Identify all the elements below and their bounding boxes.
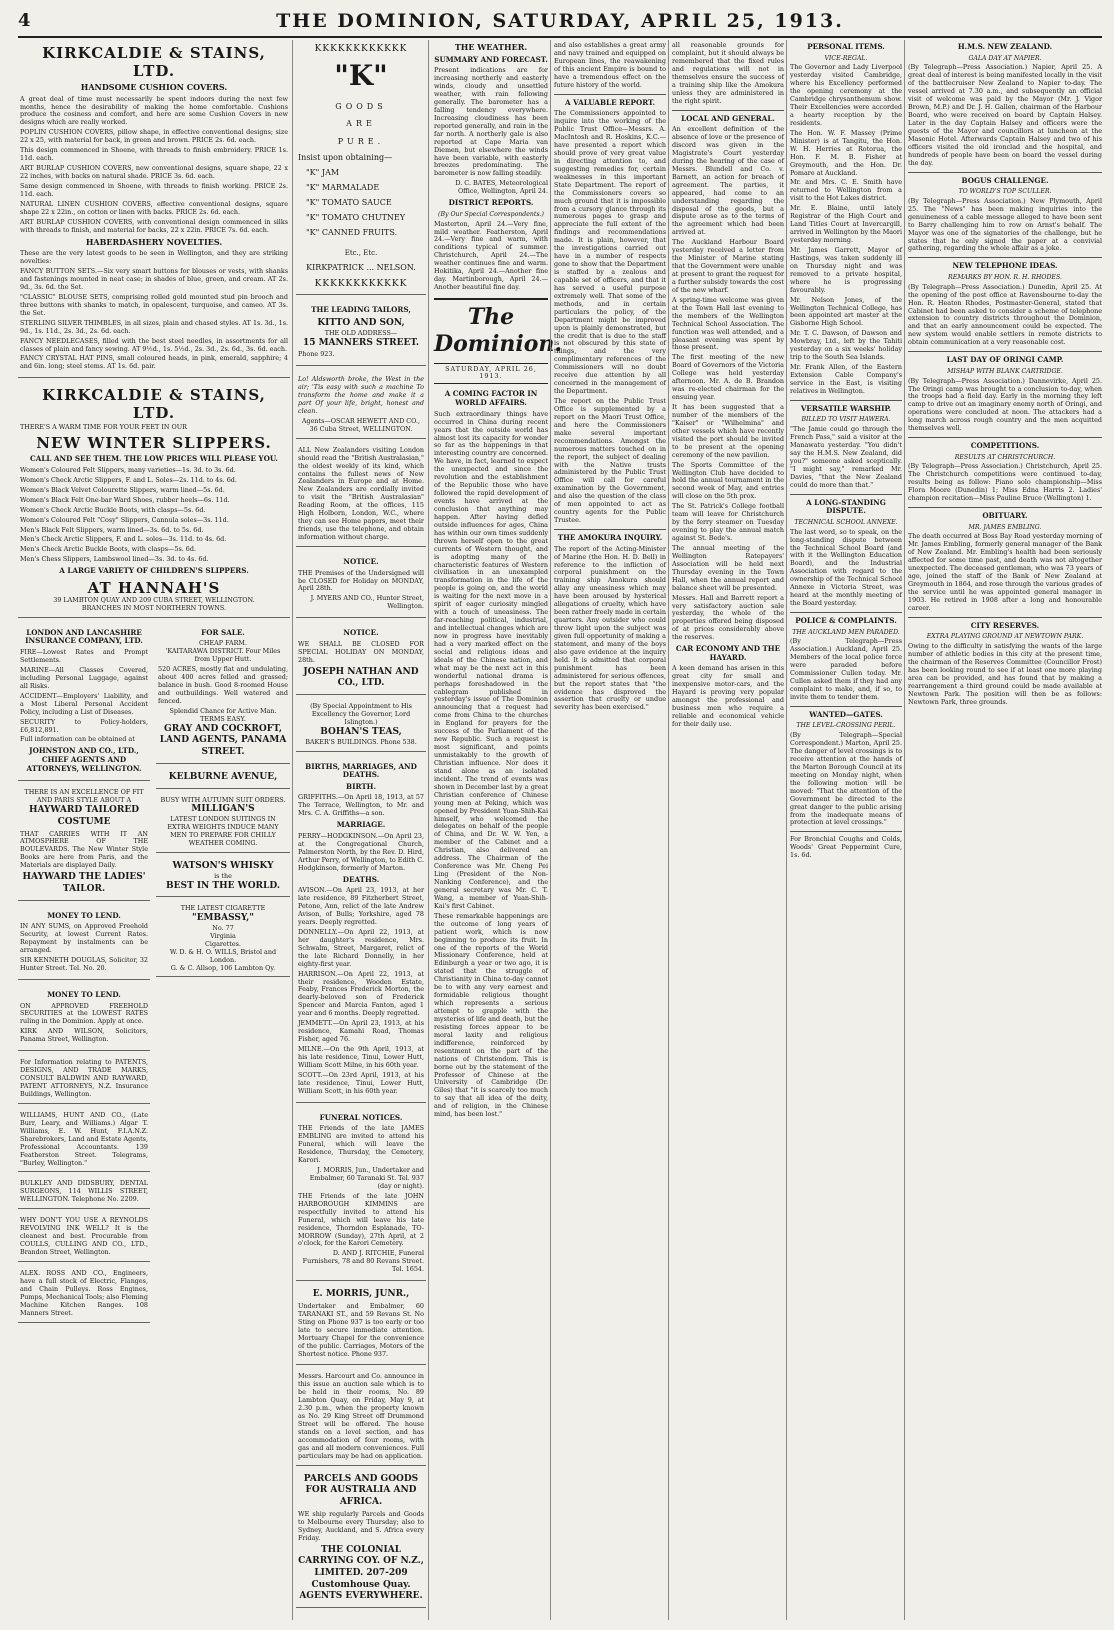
k-product-list [298, 165, 424, 241]
local-item: The Sports Committee of the Wellington Club have decided to hold the annual tournament in the second week of May, and entries will close on the 5th prox. [672, 460, 784, 501]
column-personal [790, 40, 902, 1620]
kirkcaldie-heading: KIRKCALDIE & STAINS, LTD. [42, 44, 266, 80]
slipper-item: Women's Check Arctic Slippers, F. and L. Soles—2s. 11d. to 4s. 6d. [20, 475, 237, 484]
editorial-continuation: and also establishes a great army and navy trained and equipped on European lines, the reawakening of this ancient Empire is bound to have a tremendous effect on the future history of the world. [554, 41, 666, 89]
kitto-heading: KITTO AND SON, [317, 317, 405, 328]
money-text: ON APPROVED FREEHOLD SECURITIES at the LOWEST RATES ruling in the Dominion. Apply at once. [20, 1001, 148, 1026]
death-notice: SCOTT.—On 23rd April, 1913, at his late residence, Tinui, Lower Hutt, William Scott, in his 60th year. [298, 1070, 424, 1095]
money-heading: MONEY TO LEND. [47, 910, 121, 920]
kelburne-heading: KELBURNE AVENUE, [168, 771, 278, 782]
local-item: The St. Patrick's College football team will leave for Christchurch by the ferry steamer on Tuesday evening to play the annual match against St. Bede's. [672, 502, 784, 543]
dispute-sub: TECHNICAL SCHOOL ANNEXE. [794, 518, 898, 526]
hayward-signature: HAYWARD THE LADIES' TAILOR. [22, 872, 146, 894]
divider [554, 94, 666, 95]
gates-heading: WANTED—GATES. [809, 709, 883, 719]
slipper-item: Women's Black Felt One-bar Ward Shoes, rubber heels—6s. 11d. [20, 495, 230, 504]
hms-text: (By Telegraph—Press Association.) Napier, April 25. A great deal of interest is being manifested locally in the visit of the battlecruiser New Zealand to Napier to-day. The vessel arrived at 7.30 a.m., and subsequently an official visit of welcome was paid by the Mayor (Mr. J. Vigor Brown, M.P.) and Dr. J. H. Gallen, chairman of the Harbour Board, who were received on board by Captain Halsey. Later in the day Captain Halsey and officers were the guests of the Mayor and councillors at luncheon at the Masonic Hotel. Afterwards Captain Halsey and two of his officers visited the old ironclad and the hospital, and hundreds of people have been on board the vessel during the day. [908, 63, 1102, 167]
kitto-ad [296, 299, 426, 366]
insurance-item: ACCIDENT—Employers' Liability, and a Most Liberal Personal Accident Policy, including a List of Diseases. [20, 691, 148, 716]
verse-signature: Agents—OSCAR HEWETT AND CO., 36 Cuba Street, WELLINGTON. [301, 416, 421, 433]
k-product: "K" CANNED FRUITS. [306, 228, 398, 238]
kelburne-ad [156, 768, 290, 789]
obituary-text: The death occurred at Boss Bay Road yesterday morning of Mr. James Embling, formerly general manager of the Bank of New Zealand. Mr. Embling's health had been seriously affected for some time past, and death was not altogether unexpected. The deceased gentleman, who was 73 years of age, joined the staff of the Bank of New Zealand at Greymouth in 1864, and rose through the various grades of the service until he was appointed general manager in 1903. He retired in 1908 after a long and honourable career. [908, 532, 1102, 612]
k-etc: Etc., Etc. [344, 248, 378, 257]
milligan-line: LATEST LONDON SUITINGS IN [170, 815, 276, 824]
farm-sale-ad [156, 622, 290, 764]
forecast-signature: D. C. BATES, Meteorological Office, Wellington, April 24. [455, 179, 548, 196]
morris-heading: E. MORRIS, JUNR., [312, 1289, 410, 1300]
personal-item: Mr. and Mrs. C. E. Smith have returned to Wellington from a visit to the Hot Lakes district. [790, 178, 902, 203]
funeral-section [296, 1107, 426, 1282]
divider [908, 437, 1102, 438]
local-item: The annual meeting of the Wellington Ratepayers' Association will be held next Thursday evening in the Town Hall, when the annual report and balance sheet will be presented. [672, 543, 784, 592]
district-sub: (By Our Special Correspondents.) [438, 210, 544, 218]
money-signature: KIRK AND WILSON, Solicitors, Panama Street, Wellington. [20, 1027, 148, 1044]
kirkcaldie-cushion-ad [18, 40, 290, 378]
cushion-intro: A great deal of time must necessarily be spent indoors during the next few months, hence the desirability of making the home comfortable. Cushions produce the cosiness and comfort, and here are some Cushion Covers in new designs which are really worked. [20, 94, 288, 127]
parcels-ad [296, 1470, 426, 1608]
hannah-address: 39 LAMBTON QUAY AND 209 CUBA STREET, WELLINGTON. [53, 595, 255, 604]
funeral-notice: THE Friends of the late JAMES EMBLING are invited to attend his Funeral, which will leave the Residence, Thursday, the Cemetery, Karori. [298, 1124, 424, 1165]
valuable-report-text: The Commissioners appointed to inquire into the working of the Public Trust Office—Messrs. A. MacIntosh and R. Hoskins, K.C.—have presented a report which should prove of very great value in directing attention to, and suggesting remedies for, certain weaknesses in this important State Department. The report of the Commissioners covers so much ground that it is impossible from a cursory glance through its numerous pages to grasp and appreciate the full extent of the findings and recommendations made. It is plain, however, that the investigations carried out have in a number of respects gone to show that the Department is staffed by a zealous and capable set of officers, and that it has served a useful purpose extremely well. That some of the methods, and in certain particulars the policy, of the Department might be improved upon is plainly demonstrated, but the credit that is due to the staff is not obscured by this state of things, and the very complimentary references of the Commissioners will no doubt receive due attention by all concerned in the management of the Department. [554, 109, 666, 396]
milligan-ad [156, 793, 290, 853]
embassy-alsop: G. & C. Allsop, 106 Lambton Qy. [170, 963, 276, 972]
milligan-line: EXTRA WEIGHTS INDUCE MANY [167, 823, 279, 832]
valuable-report-heading: A VALUABLE REPORT. [565, 97, 655, 107]
birth-heading: BIRTH. [346, 781, 376, 791]
notice-signature: J. MYERS AND CO., Hunter Street, Wellington. [310, 594, 424, 611]
death-notice: HARRISON.—On April 22, 1913, at their residence, Wooden Estate, Feaby, Frances Frederick Morton, the dearly-beloved son of Frederick Spencer and Marcia Fanton, aged 1 year and 6 months. Deeply regretted. [298, 969, 424, 1018]
death-notice: JEMMETT.—On April 23, 1913, at his residence, Kamahi Road, Thomas Fisher, aged 76. [298, 1019, 424, 1044]
morris-text: Undertaker and Embalmer, 60 TARANAKI ST., and 59 Revans St. No Sting on Phone 937 is too early or too late to secure immediate attention. Mortuary Chapel for the convenience of the public. Carriages, Motors of the Shortest notice. Phone 937. [298, 1301, 424, 1358]
farm-chance: Splendid Chance for Active Man. [169, 706, 277, 715]
cushion-heading: HANDSOME CUSHION COVERS. [80, 82, 228, 92]
telephone-text: (By Telegraph—Press Association.) Dunedin, April 25. At the opening of the post office at Ravensbourne to-day the Hon. R. Heaton Rhodes, Postmaster-General, stated that Cabinet had been asked to consider a scheme of telephone extension to country districts throughout the Dominion, and that an early announcement could be expected. The new system would enable settlers in remote districts to obtain communication at a very reasonable cost. [908, 282, 1102, 347]
k-product: "K" TOMATO SAUCE [306, 197, 392, 207]
milligan-busy: BUSY WITH AUTUMN SUIT ORDERS. [160, 795, 286, 804]
divider [554, 529, 666, 530]
harcourt-notice: Messrs. Harcourt and Co. announce in this issue an auction sale which is to be held in their rooms, No. 89 Lambton Quay, on Friday, May 9, at 2.30 p.m., when the property known as No. 29 King Street off Drummond Street will be offered. The house stands on a level section, and has accommodation of four rooms, with gas and all modern conveniences. Full particulars may be had on application. [296, 1369, 426, 1465]
hayward-intro: THERE IS AN EXCELLENCE OF FIT AND PARIS STYLE ABOUT A [24, 788, 144, 805]
cushion-item: Same design commenced in Shoene, with threads to finish working. PRICE 2s. 11d. each. [20, 181, 288, 198]
money-heading: MONEY TO LEND. [47, 989, 121, 999]
verse-text: Lo! Aldsworth broke, the West in the air; 'Tis easy with such a machine To transform the home and make it a part Of your life, bright, honest and clean. [298, 375, 424, 415]
farm-terms: TERMS EASY. [200, 714, 246, 723]
money-lend-ad [18, 905, 150, 980]
local-item: It has been suggested that a number of the members of the "Kaiser" or "Wilhelmina" and other vessels which have recently visited the port should be invited to be present at the opening ceremony of the new pavilion. [672, 403, 784, 459]
notice-nathan [296, 622, 426, 695]
slipper-item: Men's Chess Slippers, Lambswool lined—3s. 3d. to 4s. 6d. [20, 555, 209, 564]
verse-ad [296, 370, 426, 439]
notice-heading: NOTICE. [343, 628, 379, 638]
bmd-section [296, 756, 426, 1103]
winter-call: CALL AND SEE THEM. THE LOW PRICES WILL PLEASE YOU. [30, 454, 278, 464]
police-sub: THE AUCKLAND MEN PARADED. [792, 628, 900, 636]
obituary-heading: OBITUARY. [982, 511, 1028, 521]
lower-ads-row [18, 622, 290, 1327]
funeral-signature: D. AND J. RITCHIE, Funeral Furnishers, 78 and 80 Revans Street. Tel. 1654. [302, 1249, 424, 1274]
bohan-ad [296, 699, 426, 751]
column-notices [296, 40, 426, 1620]
parcels-signature: THE COLONIAL CARRYING COY. OF N.Z., LIMITED. 207-209 Customhouse Quay. AGENTS EVERYWHERE. [298, 1544, 424, 1602]
local-item: A spring-time welcome was given at the Town Hall last evening to the members of the Wellington Technical School Association. The function was well attended, and a pleasant evening was spent by those present. [672, 295, 784, 352]
police-heading: POLICE & COMPLAINTS. [795, 616, 897, 625]
insurance-heading: LONDON AND LANCASHIRE INSURANCE COMPANY, LTD. [25, 627, 143, 646]
hayward-ad [18, 785, 150, 900]
morris-ad [296, 1285, 426, 1365]
kitto-old-address: THE OLD ADDRESS— [324, 328, 398, 337]
bogus-text: (By Telegraph—Press Association.) New Plymouth, April 25. The "News" has been making inquiries into the genuineness of a cable message alleged to have been sent to Barry challenging him to row on Arnst's behalf. The Mayor was one of the signatories of the challenge, but he states that he only signed the paper at a convivial gathering, regarding the whole affair as a joke. [908, 196, 1102, 253]
versatile-heading: VERSATILE WARSHIP. [800, 403, 892, 413]
haberdashery-intro: These are the very latest goods to be seen in Wellington, and they are striking novelties: [20, 249, 288, 266]
hayward-heading: HAYWARD TAILORED COSTUME [28, 805, 140, 827]
car-economy-text: A keen demand has arisen in this great city for small and inexpensive motor-cars, and the Hayard is proving very popular amongst the professional and business men who require a reliable and economical vehicle for their daily use. [672, 664, 784, 729]
forecast-heading: SUMMARY AND FORECAST. [434, 54, 548, 64]
k-product: "K" TOMATO CHUTNEY [306, 213, 406, 223]
column-weather-leader [434, 40, 563, 1620]
coming-factor-heading: A COMING FACTOR IN WORLD AFFAIRS. [444, 389, 538, 408]
parcels-heading: PARCELS AND GOODS FOR AUSTRALIA AND AFRICA. [303, 1473, 419, 1508]
page-number: 4 [18, 10, 31, 31]
column-telegraph [908, 40, 1102, 1620]
kirkpatrick-nelson: KIRKPATRICK ... NELSON. [306, 263, 416, 273]
haberdashery-item: FANCY BUTTON SETS.—Six very smart buttons for blouses or vests, with shanks and fastenings mounted in neat case; in shades of blue, green, and cream. AT 2s. 9d., 3s. 6d. the Set. [20, 267, 288, 291]
divider [908, 617, 1102, 618]
money-lend-ad-2 [18, 984, 150, 1051]
k-word: PURE. [337, 137, 385, 147]
dominion-banner: The Dominion. [434, 298, 548, 364]
obituary-name: MR. JAMES EMBLING. [968, 523, 1042, 531]
farm-district: 'KAITARAWA DISTRICT. Four Miles from Upper Hutt. [165, 647, 281, 664]
personal-item: The Hon. W. F. Massey (Prime Minister) is at Tangitu, the Hon. W. H. Herries at Rotorua, the Hon. F. M. B. Fisher at Greymouth, and the Hon. Dr. Pomare at Auckland. [790, 128, 902, 177]
hayward-text: THAT CARRIES WITH IT AN ATMOSPHERE OF THE BOULEVARDS. The New Winter Style Books are here from Paris, and the Materials are displayed Daily. [20, 829, 148, 870]
amokura-continuation: all reasonable grounds for complaint, but it should always be remembered that the fixed rules and regulations will not in themselves ensure the success of a training ship like the Amokura unless they are administered in the right spirit. [672, 41, 784, 105]
viceregal-heading: VICE-REGAL. [824, 54, 868, 62]
milligan-line: WEATHER COMING. [188, 838, 258, 847]
cushion-item: This design commenced in Shoene, with threads to finish embroidery. PRICE 1s. 11d. each. [20, 146, 288, 163]
hannah-branches: BRANCHES IN MOST NORTHERN TOWNS. [81, 603, 227, 612]
local-general-heading: LOCAL AND GENERAL. [681, 113, 775, 123]
embassy-latest: THE LATEST CIGARETTE [180, 904, 266, 913]
watson-heading: WATSON'S WHISKY [172, 860, 274, 871]
watson-is-the: is the [214, 871, 232, 880]
birth-text: GRIFFITHS.—On April 18, 1913, at 57 The Terrace, Wellington, to Mr. and Mrs. C. A. Griffiths—a son. [298, 793, 424, 818]
cushion-item: ART BURLAP CUSHION COVERS, with conventional design commenced in silks with threads to finish, and material for backs, 22 x 22in. PRICE 7s. 6d. each. [20, 217, 288, 234]
gates-text: (By Telegraph—Special Correspondent.) Marton, April 25. The danger of level crossings is to receive attention at the hands of the Marton Borough Council at its meeting on Monday night, when the following motion will be moved: "That the attention of the Government be directed to the great danger to the public arising from the inadequate means of protection at level crossings." [790, 731, 902, 827]
bogus-sub: TO WORLD'S TOP SCULLER. [958, 188, 1052, 196]
bogus-heading: BOGUS CHALLENGE. [961, 175, 1049, 185]
divider [908, 257, 1102, 258]
insurance-item: MARINE—All Classes Covered, including Personal Luggage, against all Risks. [20, 665, 148, 690]
haberdashery-item: STERLING SILVER THIMBLES, in all sizes, plain and chased styles. AT 1s. 3d., 1s. 9d., 1s. 11d., 2s. 3d., 2s. 6d. each. [20, 318, 288, 335]
gates-sub: THE LEVEL-CROSSING PERIL. [796, 722, 896, 730]
versatile-sub: BILLED TO VISIT HAWERA. [801, 416, 891, 424]
milligan-line: MEN TO PREPARE FOR CHILLY [170, 831, 276, 840]
embassy-cigarettes: Cigarettes. [205, 939, 241, 948]
personal-heading: PERSONAL ITEMS. [807, 42, 885, 51]
farm-acres: 520 ACRES, mostly flat and undulating, about 400 acres felled and grassed; balance in bush. Good 8-roomed House and outbuildings. Well watered and fenced. [158, 665, 288, 705]
amokura-heading: THE AMOKURA INQUIRY. [557, 533, 663, 543]
personal-item: Mr. Frank Allen, of the Eastern Extension Cable Company's service in the East, is visiting relatives in Wellington. [790, 363, 902, 395]
embassy-wills: W. D. & H. O. WILLS, Bristol and London. [169, 947, 277, 964]
local-item: The first meeting of the new Board of Governors of the Victoria College was held yesterday afternoon. Mr. A. de B. Brandon was re-elected chairman for the ensuing year. [672, 353, 784, 402]
divider [790, 400, 902, 401]
kitto-phone: Phone 923. [298, 350, 335, 359]
divider [790, 706, 902, 707]
reserves-sub: EXTRA PLAYING GROUND AT NEWTOWN PARK. [926, 633, 1084, 641]
death-notice: AVISON.—On April 23, 1913, at her late residence, 89 Fitzherbert Street, Petone, Ann, relict of the late Andrew Avison, of Bulls; Yorkshire, aged 78 years. Deeply regretted. [298, 886, 424, 926]
bulkley-ad: BULKLEY AND DIDSBURY, DENTAL SURGEONS, 114 WILLIS STREET, WELLINGTON. Telephone No. 2209. [18, 1176, 150, 1209]
slipper-item: Women's Coloured Felt "Cosy" Slippers, Cannula soles—3s. 11d. [20, 515, 229, 524]
hms-sub: GALA DAY AT NAPIER. [968, 54, 1042, 62]
embassy-virginia: Virginia [210, 931, 236, 940]
divider [908, 351, 1102, 352]
money-text: IN ANY SUMS, on Approved Freehold Security, at lowest Current Rates. Repayment by instalments can be arranged. [20, 922, 148, 955]
insurance-item: Full information can be obtained at [20, 735, 135, 744]
k-word: GOODS [335, 101, 387, 111]
cheap-farm: CHEAP FARM. [199, 639, 247, 648]
leader-date: SATURDAY, APRIL 26, 1913. [434, 366, 548, 385]
slipper-item: Men's Black Felt Slippers, warm lined—3s. 6d. to 5s. 6d. [20, 525, 204, 534]
bohan-heading: BOHAN'S TEAS, [320, 726, 402, 737]
divider [908, 507, 1102, 508]
amokura-text: The report of the Acting-Minister of Marine (the Hon. H. D. Bell) in reference to the infliction of corporal punishment on the training ship Amokura should allay any uneasiness which may have been aroused by hysterical allegations of cruelty, which have been rather freely made in certain quarters. Any outsider who could throw light upon the subject was given full opportunity of making a statement, and many of the boys also gave evidence at the inquiry held. It is admitted that corporal punishment has been administered for serious offences, but the report states that "the evidence has disproved the assertion that cruelty or undue severity has been exercised." [554, 544, 666, 712]
slipper-item: Men's Check Arctic Buckle Boots, with clasps—5s. 6d. [20, 545, 196, 554]
notice-text: THE Premises of the Undersigned will be CLOSED for Holiday on MONDAY, April 28th. [298, 568, 424, 593]
money-signature: SIR KENNETH DOUGLAS, Solicitor, 32 Hunter Street. Tel. No. 20. [20, 956, 148, 972]
personal-item: The Governor and Lady Liverpool yesterday visited Cambridge, where his Excellency performed the opening ceremony at the Cambridge chrysanthemum show. Their Excellencies were accorded a hearty reception by the residents. [790, 63, 902, 127]
district-heading: DISTRICT REPORTS. [448, 198, 534, 208]
cushion-item: ART BURLAP CUSHION COVERS, new conventional designs, square shape, 22 x 22 inches, with backs on natural shade. PRICE 3s. 6d. each. [20, 164, 288, 181]
watson-ad [156, 857, 290, 897]
k-banner: KKKKKKKKKKKK [314, 279, 408, 290]
coming-factor-text: These remarkable happenings are the outcome of long years of patient work, which is now beginning to produce its fruit. In one of the reports of the World Missionary Conference, held at Edinburgh a year or two ago, it is stated that the struggle of Christianity in China to-day cannot be to with any very earnest and formidable religious thought which represents a serious attempt to grapple with the mysteries of life and death, but the resisting forces appear to be moral laxity and religious indifference, reinforced by resentment on the part of the nations of Christendom. This is borne out by the statement of the Professor of Chinese at the University of Cambridge (Dr. Giles) that "it is scarcely too much to say that all idea of the deity, and of religion, in the Chinese mind, has been lost." [434, 911, 548, 1119]
kirkcaldie-slippers-ad [18, 382, 290, 617]
embassy-no: No. 77 [212, 923, 234, 932]
column-editorial [554, 40, 666, 1620]
johnston-agents: JOHNSTON AND CO., LTD., CHIEF AGENTS AND ATTORNEYS, WELLINGTON. [26, 746, 142, 773]
newspaper-title: THE DOMINION, SATURDAY, APRIL 25, 1913. [276, 10, 844, 32]
dispute-heading: A LONG-STANDING DISPUTE. [806, 497, 886, 516]
haberdashery-item: FANCY NEEDLECASES, filled with the best steel needles, in assortments for all classes of plain and fancy sewing. AT 9½d., 1s. 5½d., 2s. 3d., 2s. 6d., 3s. 6d. each. [20, 336, 288, 353]
parcels-text: WE ship regularly Parcels and Goods to Melbourne every Thursday; also to Sydney, Auckland, and S. Africa every Friday. [298, 1509, 424, 1542]
notice-text: WE SHALL BE CLOSED FOR SPECIAL HOLIDAY ON MONDAY, 28th. [298, 639, 424, 664]
bohan-sub: BAKER'S BUILDINGS. Phone 538. [305, 737, 417, 746]
column-local [672, 40, 784, 1620]
camp-heading: LAST DAY OF ORINGI CAMP. [946, 355, 1064, 365]
slipper-item: Men's Check Arctic Slippers, F. and L. soles—3s. 11d. to 4s. 6d. [20, 535, 227, 544]
camp-text: (By Telegraph—Press Association.) Dannevirke, April 25. The Oringi camp was brought to a conclusion to-day, when the troops had a field day. Early in the morning they left camp to drive out an imaginary enemy north of Oringi, and operations were concluded at noon. The attackers had a long march across rough country and the men acquitted themselves well. [908, 376, 1102, 433]
k-banner: KKKKKKKKKKKK [314, 44, 408, 54]
funeral-notice: THE Friends of the late JOHN HARBOROUGH KIMMINS are respectfully invited to attend his Funeral, which will leave his late residence, Thorndon Esplanade, TO-MORROW (Sunday), 27th April, at 2 o'clock, for the Karori Cemetery. [298, 1191, 424, 1248]
winter-slippers-heading: NEW WINTER SLIPPERS. [36, 434, 272, 453]
patent-ad: For Information relating to PATENTS, DESIGNS, AND TRADE MARKS, CONSULT BALDWIN AND RAYWARD, PATENT ATTORNEYS, N.Z. Insurance Buildings, Wellington. [18, 1055, 150, 1104]
insurance-ad [18, 622, 150, 782]
hms-heading: H.M.S. NEW ZEALAND. [957, 42, 1053, 51]
local-item: The Auckland Harbour Board yesterday received a letter from the Minister of Marine stating that the Government were unable at present to grant the request for a further subsidy towards the cost of the new wharf. [672, 238, 784, 294]
haberdashery-item: FANCY CRYSTAL HAT PINS, small coloured heads, in pink, emerald, sapphire; 4 and 6in. long; steel stems. AT 1s. 6d. pair. [20, 354, 288, 371]
bohan-appointment: (By Special Appointment to His Excellency the Governor, Lord Islington.) [310, 702, 412, 726]
winter-intro: THERE'S A WARM TIME FOR YOUR FEET IN OUR [20, 423, 187, 432]
district-text: Masterton, April 24.—Very fine, mild weather. Featherston, April 24.—Very fine and warm, with conditions typical of summer. Christchurch, April 24.—The weather continues fine and warm. Hokitika, April 24.—Another fine day. Martinborough, April 24.—Another beautiful fine day. [434, 219, 548, 292]
for-sale-heading: FOR SALE. [201, 627, 245, 637]
valuable-report-text: The report on the Public Trust Office is supplemented by a report on the Maori Trust Office, and here the Commissioners make several important recommendations. Amongst the numerous matters touched on in the report, the subject of dealing with the Native trusts administered by the Public Trust Office will call for careful examination by the Government, and also the question of the class of men appointed to act as country agents for the Public Trustee. [554, 397, 666, 525]
insurance-item: FIRE—Lowest Rates and Prompt Settlements. [20, 648, 148, 664]
insurance-item: SECURITY to Policy-holders, £6,812,891. [20, 717, 148, 734]
divider [790, 612, 902, 613]
k-big-letter: "K" [334, 59, 388, 93]
deaths-heading: DEATHS. [342, 874, 380, 884]
milligan-heading: MILLIGAN'S [191, 804, 255, 815]
divider [790, 831, 902, 832]
k-insist: Insist upon obtaining— [298, 152, 393, 162]
personal-item: Mr. James Garrett, Mayor of Hastings, was taken suddenly ill on Thursday night and was removed to a private hospital, where he is progressing favourably. [790, 245, 902, 294]
notice-myers [296, 551, 426, 618]
k-product: "K" JAM [306, 167, 340, 177]
embassy-heading: "EMBASSY," [192, 913, 254, 924]
competitions-sub: RESULTS AT CHRISTCHURCH. [954, 453, 1056, 461]
column-ads-left [18, 40, 290, 1620]
cushion-item: POPLIN CUSHION COVERS, pillow shape, in effective conventional designs; size 22 x 25, with material for back, in green and brown. PRICE 2s. 6d. each. [20, 128, 288, 145]
competitions-heading: COMPETITIONS. [970, 441, 1040, 451]
slipper-item: Women's Check Arctic Buckle Boots, with clasps—5s. 6d. [20, 505, 206, 514]
children-slippers-note: A LARGE VARIETY OF CHILDREN'S SLIPPERS. [59, 566, 249, 576]
lower-ads-left [18, 622, 150, 1327]
dispute-text: The last word, so to speak, on the long-standing dispute between the Technical School Board (and with it the Wellington Education Board), and the Industrial Association with regard to the ownership of the Technical School Annexe in Victoria Street, was heard at the monthly meeting of the Board yesterday. [790, 527, 902, 608]
local-item: Messrs. Hall and Barrett report a very satisfactory auction sale yesterday, the whole of the properties offered being disposed of at prices considerably above the reserves. [672, 593, 784, 642]
personal-item: Mr. Nelson Jones, of the Wellington Technical College, has been appointed art master at the Gisborne High School. [790, 295, 902, 328]
divider [672, 110, 784, 111]
versatile-text: "The Jamie could go through the French Pass," said a visitor at the Manawatu yesterday. "You didn't say the H.M.S. New Zealand, did you?" someone asked sceptically. "I might say," remarked Mr. Davies, "that the New Zealand could do more than that." [790, 425, 902, 489]
car-economy-heading: CAR ECONOMY AND THE HAYARD. [675, 644, 781, 662]
funeral-signature: J. MORRIS, Jun., Undertaker and Embalmer, 60 Taranaki St. Tel. 937 (day or night). [309, 1166, 424, 1190]
forecast-text: Present indications are for increasing northerly and easterly winds, cloudy and unsettled weather, with rain following generally. The barometer has a falling tendency everywhere. Increasing cloudiness has been reported generally, and rain in the far north. A northerly gale is also reported at Cape Maria van Diemen, but elsewhere the winds have been variable, with easterly breezes predominating. The barometer is now falling steadily. [434, 66, 548, 178]
marriage-text: PERRY—HODGKINSON.—On April 23, at the Congregational Church, Palmerston North, by the Rev. D. Hird, Arthur Perry, of Wellington, to Edith C. Hodgkinson, formerly of Marton. [298, 831, 424, 872]
notice-heading: NOTICE. [343, 556, 379, 566]
reserves-heading: CITY RESERVES. [970, 620, 1040, 630]
telephone-sub: REMARKS BY HON. R. H. RHODES. [948, 274, 1062, 282]
divider [790, 494, 902, 495]
slipper-item: Women's Black Velvet Colourette Slippers, warm lined—5s. 6d. [20, 485, 225, 494]
weather-heading: THE WEATHER. [454, 42, 528, 52]
local-item: An excellent definition of the absence of love or the presence of discord was given in the Magistrate's Court yesterday during the hearing of the case of Messrs. Blundell and Co. v. Barnett, an action for breach of agreement. The parties, it appeared, had come to an understanding regarding the disposal of the goods, but a dispute arose as to the terms of the agreement which had been arrived at. [672, 125, 784, 237]
personal-item: Mr. E. Blaine, until lately Registrar of the High Court and Land Titles Court at Invercargill, arrived in Wellington by the Maori yesterday morning. [790, 204, 902, 245]
gray-cockroft: GRAY AND COCKROFT, LAND AGENTS, PANAMA STREET. [159, 723, 287, 758]
kitto-address: 15 MANNERS STREET. [302, 337, 420, 348]
police-text: (By Telegraph—Press Association.) Auckland, April 25. Members of the local police force were paraded before Commissioner Cullen today. Mr. Cullen asked them if they had any complaint to make, and, if so, to invite them to tender them. [790, 637, 902, 701]
williams-ad: WILLIAMS, HUNT AND CO., (Late Burr, Leary, and Williams.) Algar T. Williams, E. W. Hunt, F.I.A.N.Z. Sharebrokers, Land and Estate Agents, Professional Accountants. 139 Featherston Street. Telegrams, "Burley, Wellington." [18, 1108, 150, 1173]
k-product: "K" MARMALADE [306, 182, 380, 192]
british-australasian-ad: ALL New Zealanders visiting London should read the "British Australasian," the oldest weekly of its kind, which contains the fullest news of New Zealanders in Europe and at Home. New Zealanders are cordially invited to visit the "British Australasian" Reading Room, at the offices, 115 High Holborn, London, W.C., where they can see Home papers, meet their friends, use the telephone, and obtain information without charge. [296, 443, 426, 547]
cushion-item: NATURAL LINEN CUSHION COVERS, effective conventional designs, square shape 22 x 22in., on cotton or linen with backs. PRICE 2s. 6d. each. [20, 199, 288, 216]
watson-best: BEST IN THE WORLD. [166, 880, 280, 891]
k-goods-ad [296, 40, 426, 295]
personal-item: Mr. T. C. Dawson, of Dawson and Mowbray, Ltd., left by the Tahiti yesterday on a six weeks' holiday trip to the South Sea Islands. [790, 329, 902, 362]
slipper-item: Women's Coloured Felt Slippers, many varieties—1s. 3d. to 3s. 6d. [20, 465, 236, 474]
funeral-heading: FUNERAL NOTICES. [319, 1112, 403, 1122]
notice-signature: JOSEPH NATHAN AND CO., LTD. [303, 666, 419, 689]
inkwell-ad: WHY DON'T YOU USE A REYNOLDS REVOLVING INK WELL? It is the cleanest and best. Procurable from COULLS, CULLING AND CO., LTD., Brandon Street, Wellington. [18, 1213, 150, 1262]
embassy-ad [156, 901, 290, 977]
ross-ad: ALEX. ROSS AND CO., Engineers, have a full stock of Electric, Flanges, and Chain Pulleys. Ross Engines, Pumps, Mechanical Tools; also Fleming Machine Kitchen Ranges. 108 Manners Street. [18, 1266, 150, 1323]
camp-sub: MISHAP WITH BLANK CARTRIDGE. [947, 367, 1063, 375]
death-notice: DONNELLY.—On April 22, 1913, at her daughter's residence, Mrs. Schwalm, Street, Margaret, relict of the late Richard Donnelly, in her eighty-first year. [298, 927, 424, 968]
haberdashery-item: "CLASSIC" BLOUSE SETS, comprising rolled gold mounted stud pin brooch and three buttons with shanks to match, in opalescent, turquoise, and cameo. AT 3s. the Set. [20, 292, 288, 317]
bmd-heading: BIRTHS, MARRIAGES, AND DEATHS. [305, 761, 417, 780]
haberdashery-heading: HABERDASHERY NOVELTIES. [85, 236, 223, 247]
kirkcaldie-heading: KIRKCALDIE & STAINS, LTD. [42, 386, 266, 423]
woods-ad: For Bronchial Coughs and Colds, Woods' Great Peppermint Cure, 1s. 6d. [790, 835, 902, 860]
masthead [18, 8, 1102, 38]
divider [908, 172, 1102, 173]
competitions-text: (By Telegraph—Press Association.) Christchurch, April 25. The Christchurch competitions were continued to-day, results being as follow: Piano solo championship—Miss Flora Moore (Dunedin) 1; Miss Edna Harris 2. Ladies' champion recitation—Miss Pauline Bruce (Wellington) 1. [908, 462, 1102, 503]
hannah-heading: AT HANNAH'S [87, 578, 221, 597]
reserves-text: Owing to the difficulty in satisfying the wants of the large number of athletic bodies in this city at the present time, the chairman of the Reserves Committee (Councillor Frost) has been looking round to see if at least one more playing area can be provided, and has found that by making a rearrangement a third ground could be made available at Newtown Park. The position will then be as follows: Newtown Park, three grounds. [908, 642, 1102, 706]
telephone-heading: NEW TELEPHONE IDEAS. [952, 261, 1058, 271]
k-word: ARE [346, 119, 376, 129]
kitto-tailors: THE LEADING TAILORS, [311, 305, 411, 315]
death-notice: MILNE.—On the 9th April, 1913, at his late residence, Tinui, Lower Hutt, William Scott Milne, in his 60th year. [298, 1045, 424, 1069]
marriage-heading: MARRIAGE. [336, 820, 386, 830]
coming-factor-text: Such extraordinary things have occurred in China during recent years that the outside world has almost lost its capacity for wonder so far as the happenings in that interesting country are concerned. We have, in fact, learned to expect the unexpected and since the revolution and the establishment of the Republic those who have followed the rapid development of events have arrived at the conclusion that anything may happen. After having defied outside influences for ages, China has within our own times suddenly thrown herself open to the great currents of Western thought, and is adopting many of the characteristic features of Western civilisation in an unexampled transformation in the life of the people is going on, and the world is waiting for the next move in a spirit of eager curiosity mingled with a touch of uneasiness. The far-reaching political, industrial, and intellectual changes which are now in progress have inevitably had a very marked effect on the social and religious ideas and ideals of the Chinese nation, and what may be the next act in this wonderful national drama is perhaps foreshadowed in the cablegram published in yesterday's issue of The Dominion announcing that a request had come from China to the churches in England for prayers for the success of the Parliament of the new Republic. Such a request is most significant, and points unmistakably to the growth of Christian influence. Nor does it stand alone as an isolated incident. The trend of events was shown in December last by a great Christian conference of Chinese young men at Peking, which was opened by President Yuan-Shih-Kai himself, who welcomed the delegates on behalf of the people of China, and Dr. W. W. Yen, a member of the Cabinet and a Christian, also delivered an address. The Chairman of the Conference was Mr. Cheng Pei Ling (President of the Non-Nanking Conference), and the general secretary was Mr. C. T. Wang, a member of Yuan-Shih-Kai's first Cabinet. [434, 409, 548, 910]
lower-ads-right [156, 622, 290, 1327]
